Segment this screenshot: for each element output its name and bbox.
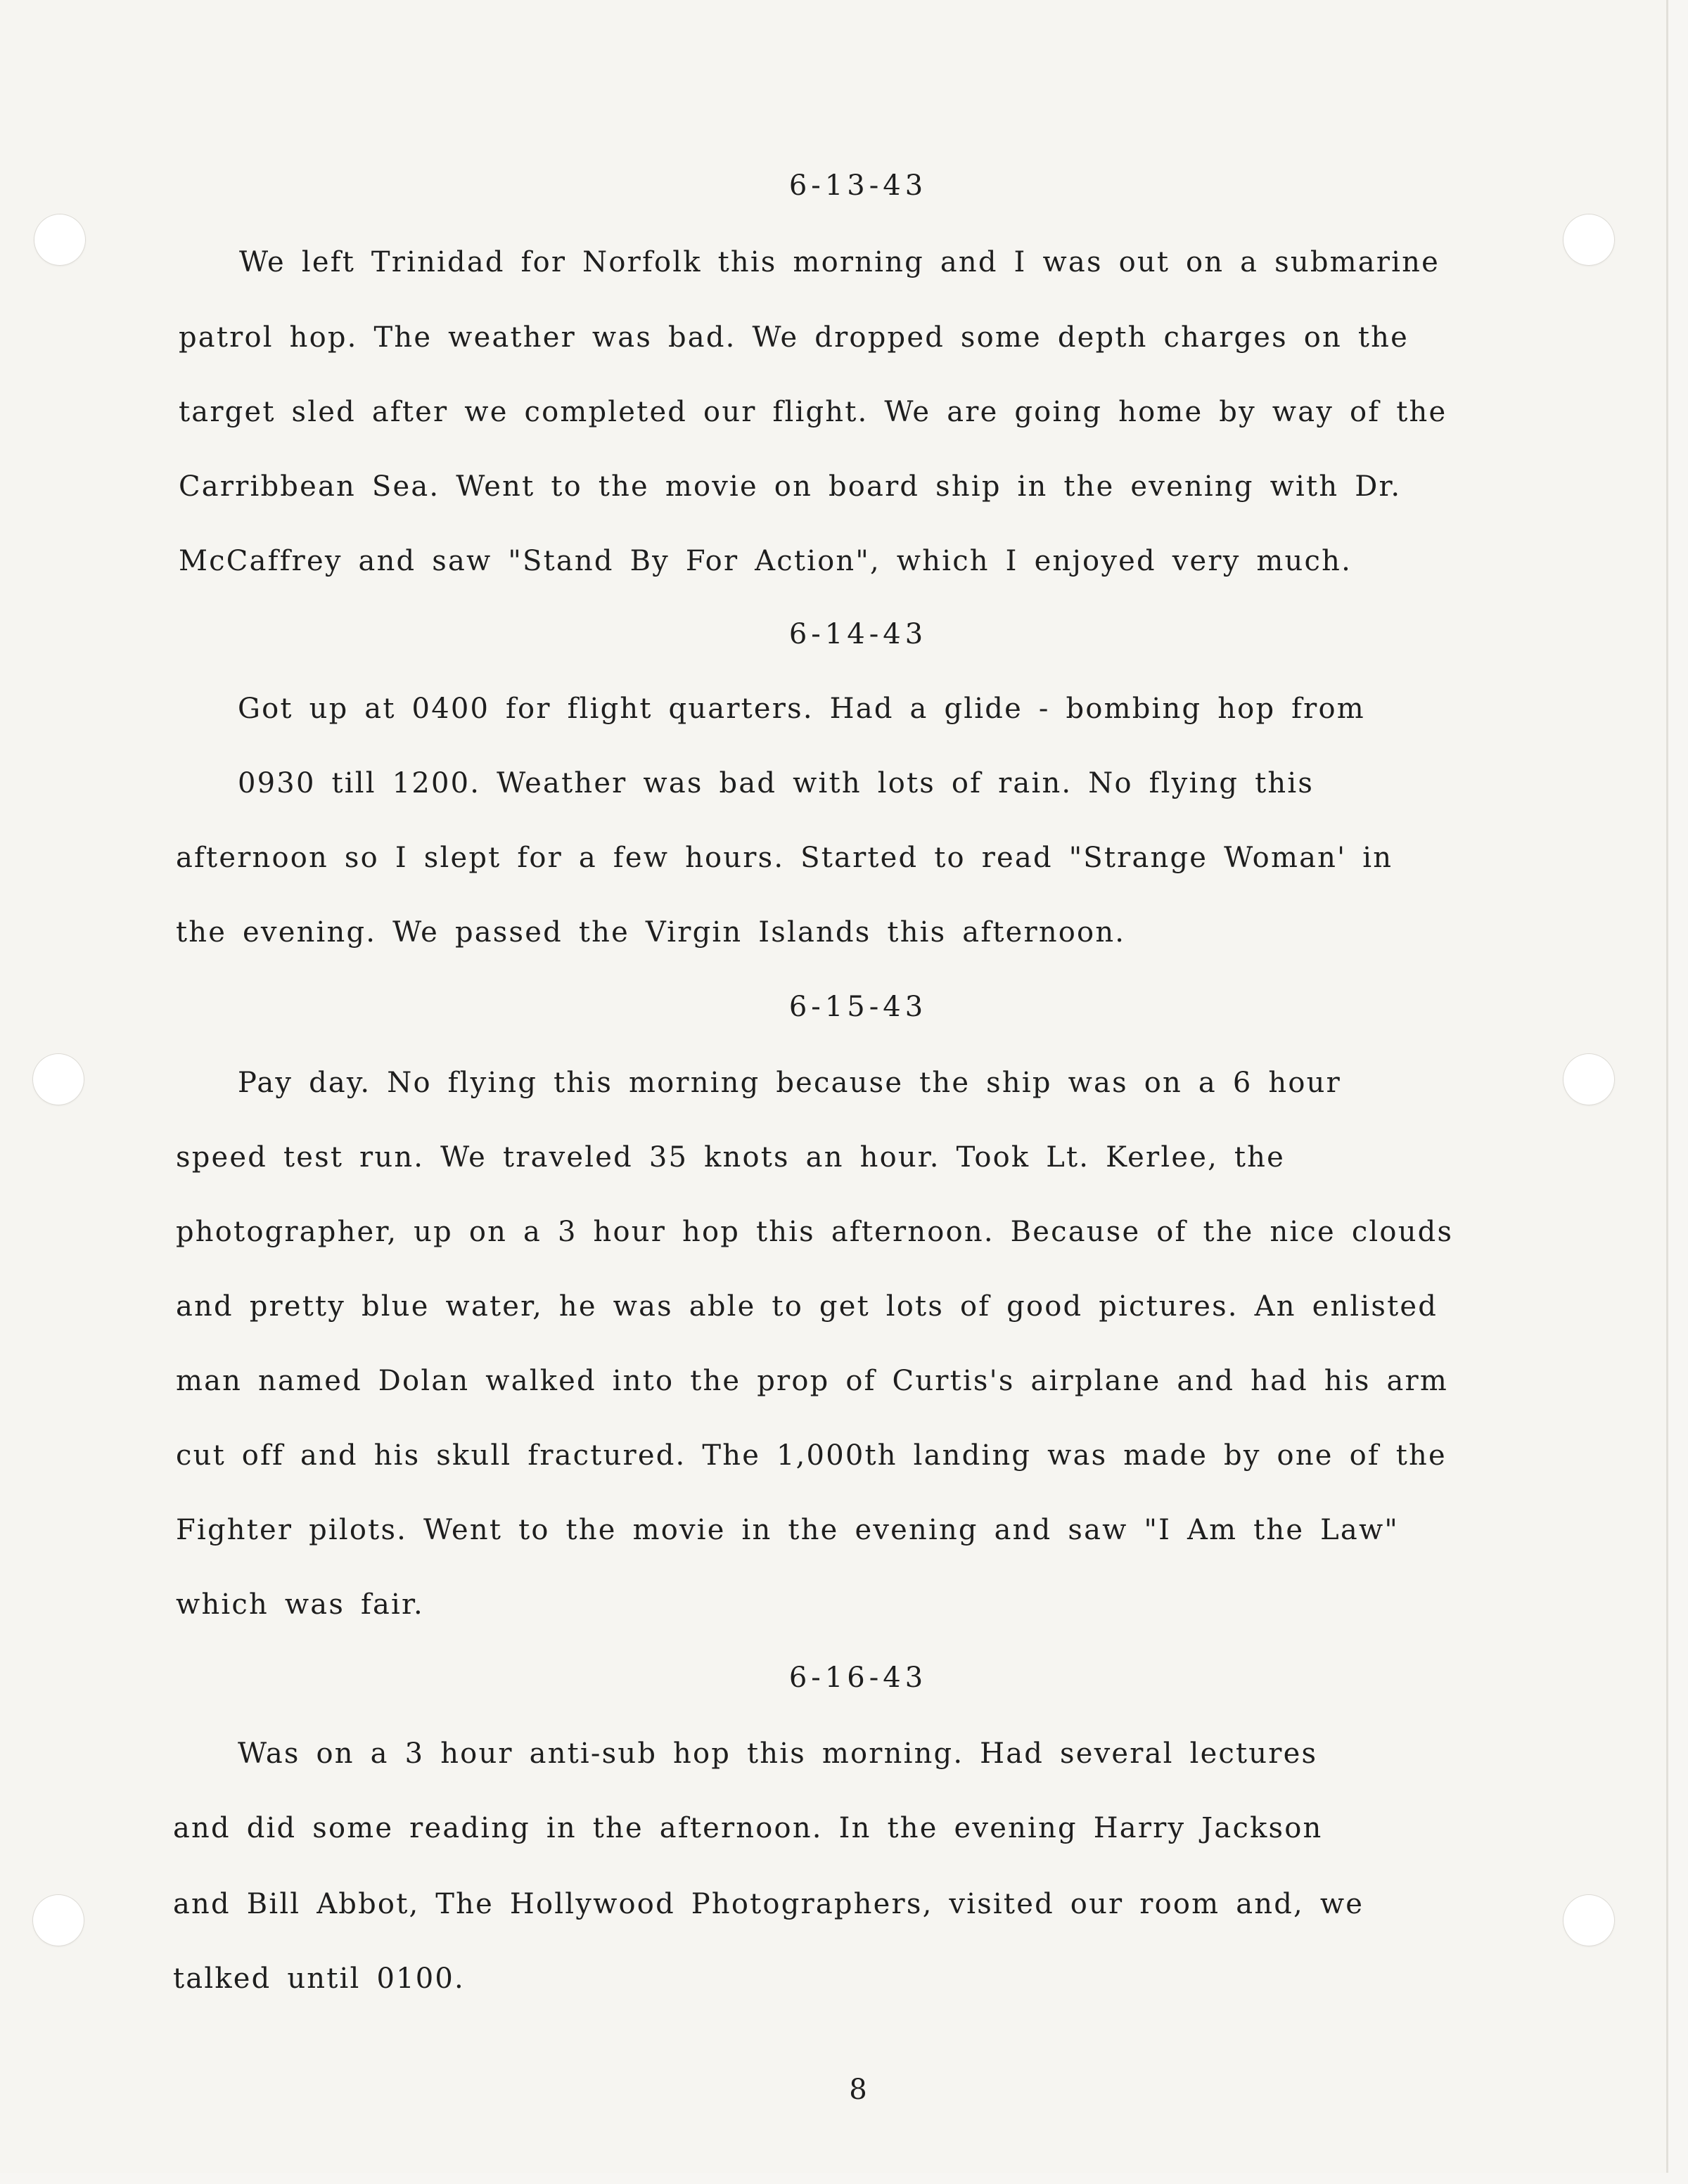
entry-text-line: speed test run. We traveled 35 knots an hour. Took Lt. Kerlee, the bbox=[176, 1141, 1286, 1174]
punch-hole-left-bottom bbox=[32, 1894, 84, 1946]
entry-date: 6-15-43 bbox=[788, 991, 928, 1023]
entry-text-line: cut off and his skull fractured. The 1,000th landing was made by one of the bbox=[176, 1439, 1447, 1472]
entry-text-line: which was fair. bbox=[176, 1588, 424, 1621]
entry-text-line: afternoon so I slept for a few hours. Started to read "Strange Woman' in bbox=[176, 842, 1393, 874]
punch-hole-left-middle bbox=[32, 1053, 84, 1105]
entry-text-line: and did some reading in the afternoon. In the evening Harry Jackson bbox=[173, 1812, 1323, 1844]
entry-date: 6-14-43 bbox=[788, 618, 928, 650]
entry-text-line: Was on a 3 hour anti-sub hop this morning. Had several lectures bbox=[238, 1737, 1318, 1770]
entry-text-line: talked until 0100. bbox=[173, 1963, 465, 1995]
entry-text-line: patrol hop. The weather was bad. We dropped some depth charges on the bbox=[179, 321, 1409, 354]
punch-hole-right-middle bbox=[1563, 1053, 1615, 1105]
punch-hole-right-bottom bbox=[1563, 1894, 1615, 1946]
entry-text-line: man named Dolan walked into the prop of Curtis's airplane and had his arm bbox=[176, 1365, 1448, 1397]
entry-text-line: 0930 till 1200. Weather was bad with lots of rain. No flying this bbox=[238, 767, 1315, 799]
page-number: 8 bbox=[849, 2074, 867, 2106]
entry-text-line: the evening. We passed the Virgin Islands this afternoon. bbox=[176, 916, 1126, 949]
entry-text-line: photographer, up on a 3 hour hop this afternoon. Because of the nice clouds bbox=[176, 1216, 1454, 1248]
entry-text-line: McCaffrey and saw "Stand By For Action", which I enjoyed very much. bbox=[179, 545, 1352, 577]
entry-text-line: Pay day. No flying this morning because the ship was on a 6 hour bbox=[238, 1067, 1341, 1099]
entry-text-line: Carribbean Sea. Went to the movie on board ship in the evening with Dr. bbox=[179, 470, 1402, 503]
entry-date: 6-16-43 bbox=[788, 1662, 928, 1694]
entry-text-line: and Bill Abbot, The Hollywood Photographers, visited our room and, we bbox=[173, 1888, 1364, 1920]
punch-hole-left-top bbox=[34, 214, 86, 266]
entry-text-line: We left Trinidad for Norfolk this morning and I was out on a submarine bbox=[239, 246, 1440, 278]
entry-text-line: and pretty blue water, he was able to get lots of good pictures. An enlisted bbox=[176, 1290, 1438, 1323]
entry-text-line: Fighter pilots. Went to the movie in the evening and saw "I Am the Law" bbox=[176, 1514, 1400, 1546]
entry-text-line: Got up at 0400 for flight quarters. Had a glide - bombing hop from bbox=[238, 693, 1365, 725]
entry-date: 6-13-43 bbox=[788, 169, 928, 202]
punch-hole-right-top bbox=[1563, 214, 1615, 266]
entry-text-line: target sled after we completed our flight. We are going home by way of the bbox=[179, 396, 1447, 428]
